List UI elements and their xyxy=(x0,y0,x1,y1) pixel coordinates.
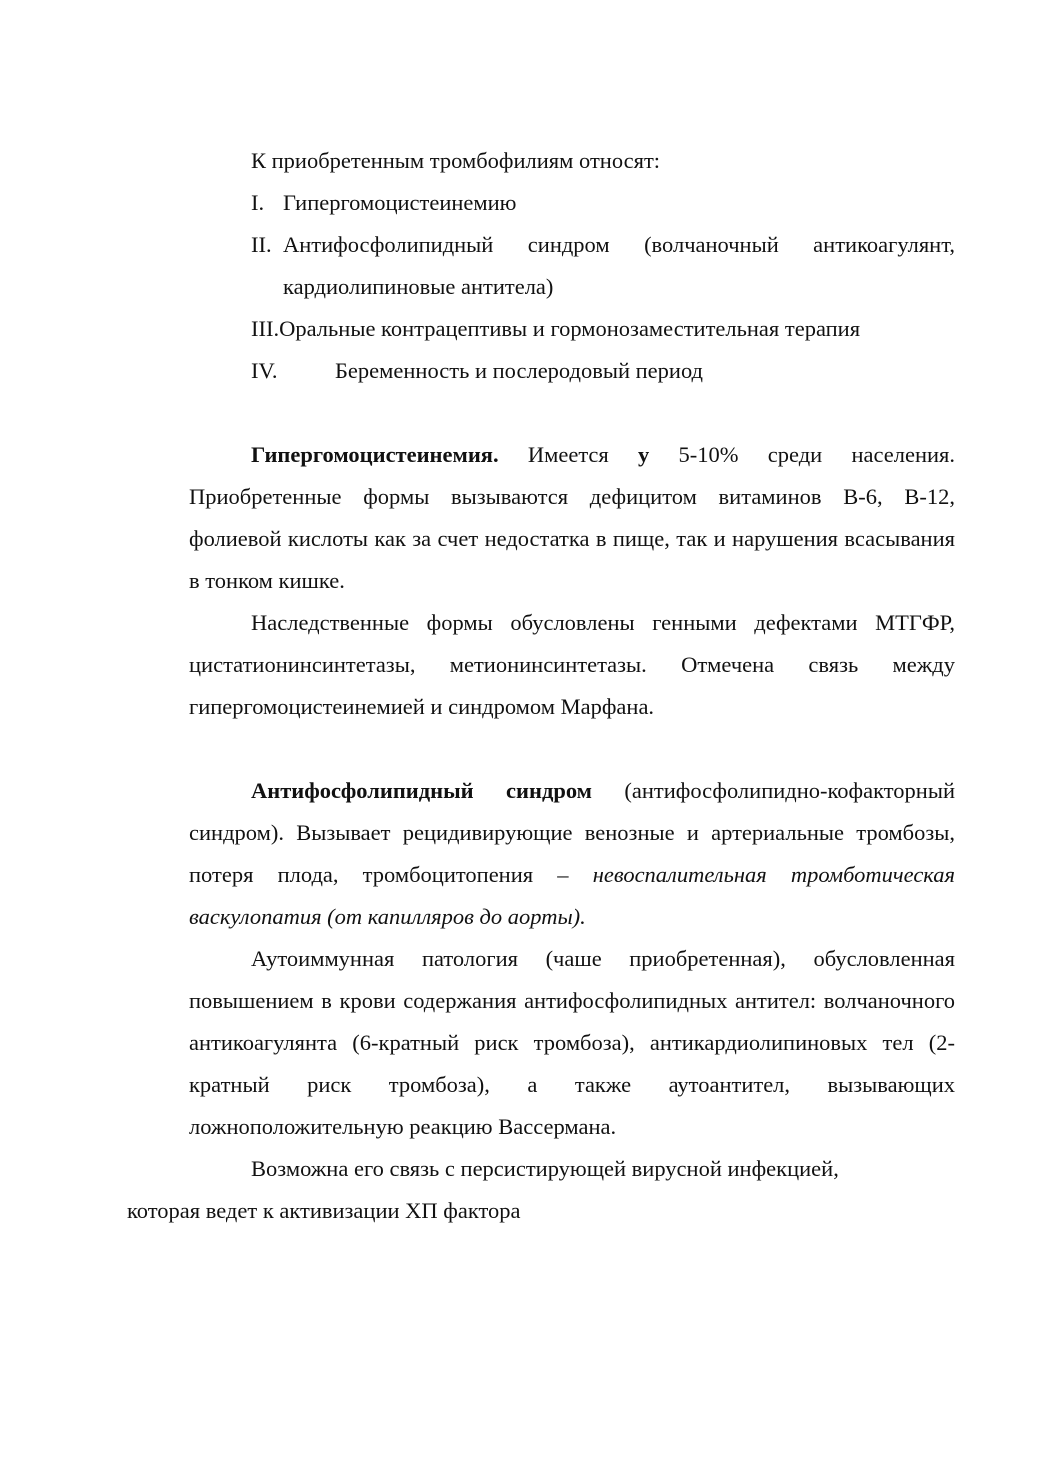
list-item xyxy=(251,308,955,350)
paragraph-text: которая ведет к активизации ХП фактора xyxy=(127,1198,521,1223)
list-number: III. xyxy=(251,316,280,341)
thrombophilia-list xyxy=(189,182,955,392)
paragraph-text: (антифосфолипидно-кофакторный синдром). Вызывает рецидивирующие венозные и артериальные тромбозы, потеря плода, тромбоцитопения – xyxy=(189,778,955,887)
list-item xyxy=(251,350,955,392)
list-item xyxy=(251,224,955,308)
document-page xyxy=(127,140,955,1232)
paragraph: Аутоиммунная патология (чаше приобретенная), обусловленная повышением в крови содержания антифосфолипидных антител: волчаночного антикоагулянта (6-кратный риск тромбоза), антикардиолипиновых тел (2-кратный риск тромбоза), а также аутоантител, вызывающих ложноположительную реакцию Вассермана. xyxy=(189,946,955,1139)
section-heading: Гипергомоцистеинемия. xyxy=(251,442,499,467)
list-number: IV. xyxy=(251,358,278,383)
section-antiphospholipid xyxy=(127,770,955,1232)
paragraph xyxy=(189,770,955,938)
paragraph-text: Имеется xyxy=(498,442,639,467)
paragraph: Наследственные формы обусловлены генными дефектами МТГФР, цистатионинсинтетазы, метионинсинтетазы. Отмечена связь между гипергомоцистеинемией и синдромом Марфана. xyxy=(189,610,955,719)
list-text: Оральные контрацептивы и гормонозаместительная терапия xyxy=(279,316,861,341)
list-number: II. xyxy=(251,232,272,257)
list-text: Антифосфолипидный синдром (волчаночный антикоагулянт, кардиолипиновые антитела) xyxy=(283,232,955,299)
paragraph xyxy=(127,1148,955,1232)
paragraph-text: Возможна его связь с персистирующей вирусной инфекцией, xyxy=(251,1156,839,1181)
list-number: I. xyxy=(251,190,265,215)
list-item xyxy=(251,182,955,224)
section-heading: Антифосфолипидный синдром xyxy=(251,778,592,803)
paragraph-text: у xyxy=(638,442,650,467)
list-text: Гипергомоцистеинемию xyxy=(283,190,517,215)
paragraph xyxy=(189,434,955,602)
paragraph-text: 5-10% среди населения. Приобретенные формы вызываются дефицитом витаминов В-6, В-12, фолиевой кислоты как за счет недостатка в пище, так и нарушения всасывания в тонком кишке. xyxy=(189,442,955,593)
paragraph-text: невоспалительная тромботическая васкулопатия (от капилляров до аорты). xyxy=(189,862,955,929)
section-hyperhomocysteinemia xyxy=(189,434,955,728)
intro-line: К приобретенным тромбофилиям относят: xyxy=(251,148,661,173)
list-text: Беременность и послеродовый период xyxy=(335,358,704,383)
